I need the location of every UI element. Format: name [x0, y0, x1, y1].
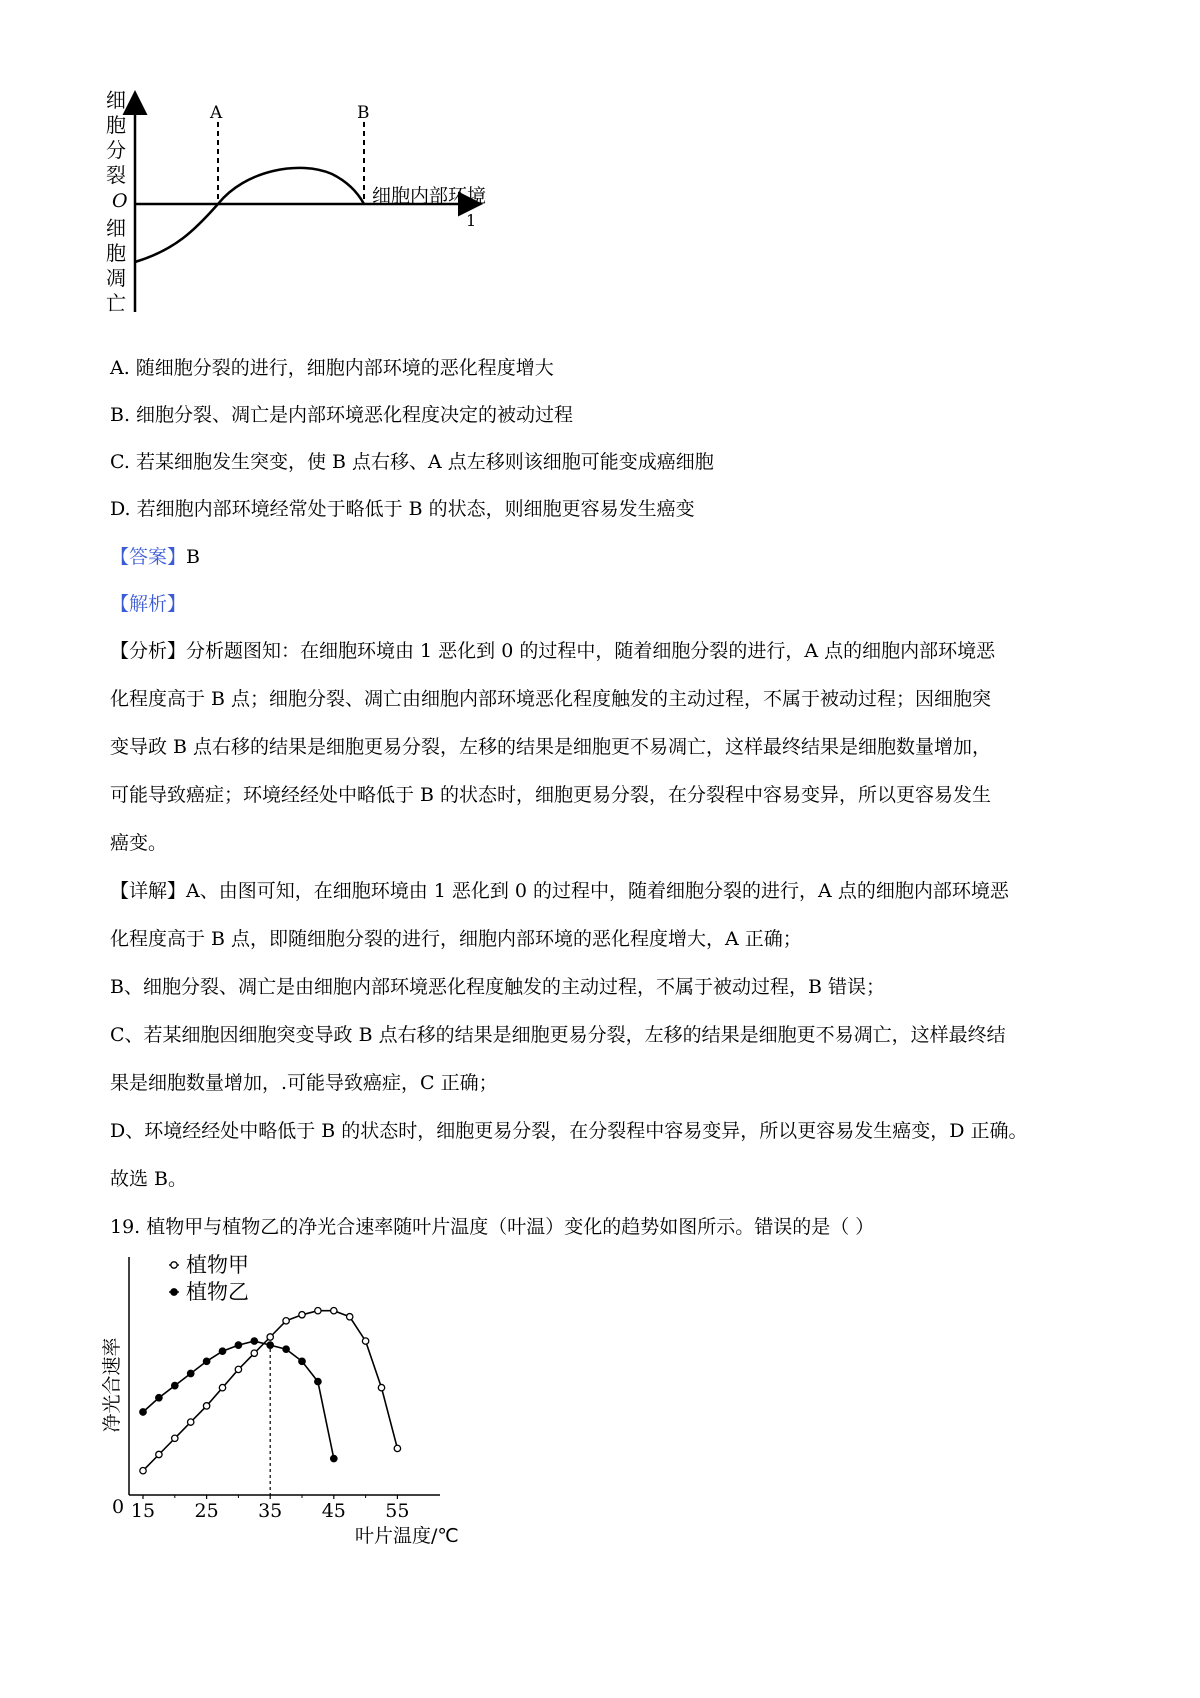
- data-point: [283, 1318, 289, 1324]
- y-label-top-3: 分: [106, 138, 126, 162]
- detail-line-2: 化程度高于 B 点，即随细胞分裂的进行，细胞内部环境的恶化程度增大，A 正确；: [110, 928, 802, 950]
- data-point: [219, 1348, 225, 1354]
- detail-line-1: 【详解】A、由图可知，在细胞环境由 1 恶化到 0 的过程中，随着细胞分裂的进行，A 点的细胞内部环境恶: [110, 880, 1009, 902]
- x-tick-label: 25: [194, 1500, 219, 1522]
- y-label-bottom-1: 细: [106, 216, 126, 240]
- data-point: [188, 1370, 194, 1376]
- chart-origin-label: 0: [112, 1496, 125, 1518]
- data-point: [219, 1384, 225, 1390]
- data-point: [172, 1435, 178, 1441]
- chart-y-label: 净光合速率: [101, 1337, 123, 1433]
- data-point: [140, 1409, 146, 1415]
- option-d: D. 若细胞内部环境经常处于略低于 B 的状态，则细胞更容易发生癌变: [110, 498, 695, 520]
- data-point: [283, 1346, 289, 1352]
- analysis-line-4: 可能导致癌症；环境经经处中略低于 B 的状态时，细胞更易分裂，在分裂程中容易变异，所以更容易发生: [110, 784, 992, 806]
- analysis-line-5: 癌变。: [110, 832, 168, 854]
- data-point: [203, 1403, 209, 1409]
- y-label-top-1: 细: [106, 88, 126, 112]
- data-point: [188, 1419, 194, 1425]
- origin-label: O: [112, 190, 128, 212]
- x-tick-label: 45: [321, 1500, 346, 1522]
- legend-label: 植物甲: [186, 1253, 249, 1277]
- marker-b-label: B: [357, 103, 370, 123]
- x-tick-label: 55: [385, 1500, 410, 1522]
- cell-environment-figure: [100, 90, 520, 320]
- fig1-curve: [135, 168, 364, 262]
- legend-marker: [171, 1289, 177, 1295]
- option-c: C. 若某细胞发生突变，使 B 点右移、A 点左移则该细胞可能变成癌细胞: [110, 451, 714, 473]
- detail-line-5: 果是细胞数量增加，.可能导致癌症，C 正确；: [110, 1072, 498, 1094]
- data-point: [251, 1338, 257, 1344]
- marker-a-label: A: [210, 103, 223, 123]
- y-label-top-4: 裂: [106, 163, 126, 187]
- data-point: [362, 1338, 368, 1344]
- data-point: [315, 1308, 321, 1314]
- y-label-top-2: 胞: [106, 113, 126, 137]
- data-point: [331, 1455, 337, 1461]
- data-point: [156, 1395, 162, 1401]
- detail-line-7: 故选 B。: [110, 1168, 188, 1190]
- detail-line-4: C、若某细胞因细胞突变导政 B 点右移的结果是细胞更易分裂，左移的结果是细胞更不易凋亡，这样最终结: [110, 1024, 1006, 1046]
- analysis-line-2: 化程度高于 B 点；细胞分裂、凋亡由细胞内部环境恶化程度触发的主动过程，不属于被动过程；因细胞突: [110, 688, 992, 710]
- data-point: [235, 1342, 241, 1348]
- data-point: [203, 1358, 209, 1364]
- option-b: B. 细胞分裂、凋亡是内部环境恶化程度决定的被动过程: [110, 404, 574, 426]
- x-end-tick: 1: [466, 211, 477, 230]
- data-point: [172, 1382, 178, 1388]
- data-point: [267, 1342, 273, 1348]
- analysis-heading: 【解析】: [110, 593, 187, 615]
- analysis-line-3: 变导政 B 点右移的结果是细胞更易分裂，左移的结果是细胞更不易凋亡，这样最终结果是细胞数量增加，: [110, 736, 992, 758]
- question-19: 19. 植物甲与植物乙的净光合速率随叶片温度（叶温）变化的趋势如图所示。错误的是（ ）: [110, 1216, 875, 1238]
- detail-line-3: B、细胞分裂、凋亡是由细胞内部环境恶化程度触发的主动过程，不属于被动过程，B 错误；: [110, 976, 885, 998]
- answer-label: 【答案】: [110, 546, 187, 568]
- data-point: [394, 1445, 400, 1451]
- chart-x-label: 叶片温度/℃: [355, 1525, 459, 1547]
- data-point: [140, 1467, 146, 1473]
- data-point: [347, 1314, 353, 1320]
- y-label-bottom-3: 凋: [106, 266, 126, 290]
- photosynthesis-chart: [100, 1245, 520, 1547]
- analysis-line-1: 【分析】分析题图知：在细胞环境由 1 恶化到 0 的过程中，随着细胞分裂的进行，A 点的细胞内部环境恶: [110, 640, 996, 662]
- legend-label: 植物乙: [186, 1280, 249, 1304]
- data-point: [378, 1384, 384, 1390]
- data-point: [331, 1308, 337, 1314]
- legend-marker: [171, 1262, 177, 1268]
- data-point: [235, 1366, 241, 1372]
- data-point: [156, 1451, 162, 1457]
- answer-value: B: [186, 546, 200, 568]
- data-point: [299, 1312, 305, 1318]
- x-tick-label: 35: [258, 1500, 283, 1522]
- answer-line: [110, 544, 1100, 570]
- x-tick-label: 15: [130, 1500, 156, 1522]
- data-point: [315, 1378, 321, 1384]
- x-axis-label: 细胞内部环境: [372, 185, 487, 207]
- data-point: [299, 1358, 305, 1364]
- detail-line-6: D、环境经经处中略低于 B 的状态时，细胞更易分裂，在分裂程中容易变异，所以更容易发生癌变，D 正确。: [110, 1120, 1028, 1142]
- data-point: [251, 1350, 257, 1356]
- y-label-bottom-4: 亡: [106, 291, 126, 315]
- y-label-bottom-2: 胞: [106, 241, 126, 265]
- option-a: A. 随细胞分裂的进行，细胞内部环境的恶化程度增大: [110, 357, 554, 379]
- data-point: [267, 1334, 273, 1340]
